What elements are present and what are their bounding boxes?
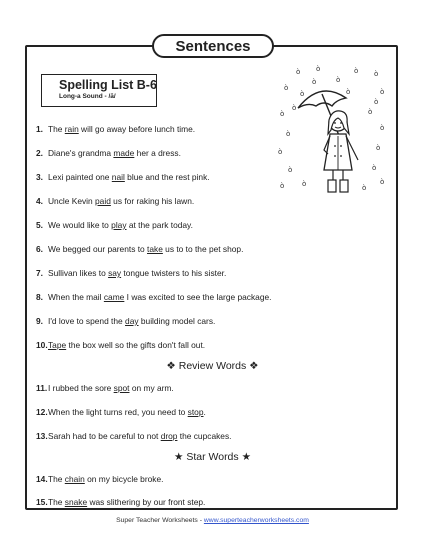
spelling-word: came <box>103 292 125 302</box>
svg-text:ò: ò <box>380 124 385 132</box>
review-words-heading: ❖ Review Words ❖ <box>166 360 259 372</box>
star-words-heading: ★ Star Words ★ <box>174 451 251 463</box>
svg-text:ò: ò <box>374 98 379 106</box>
sentence-line: 5. We would like to play at the park today. <box>36 220 193 230</box>
svg-text:ò: ò <box>316 65 321 73</box>
sentence-line: 6. We begged our parents to take us to to the pet shop. <box>36 244 244 254</box>
sentence-line: 13.Sarah had to be careful to not drop the cupcakes. <box>36 431 232 441</box>
website-link[interactable]: www.superteacherworksheets.com <box>203 517 309 524</box>
sentence-line: 1. The rain will go away before lunch time. <box>36 124 196 134</box>
sentence-line: 14.The chain on my bicycle broke. <box>36 474 164 484</box>
sentence-line: 3. Lexi painted one nail blue and the rest pink. <box>36 172 210 182</box>
spelling-word: drop <box>160 431 178 441</box>
sentence-line: 7. Sullivan likes to say tongue twisters to his sister. <box>36 268 227 278</box>
spelling-word: chain <box>64 474 85 484</box>
svg-text:ò: ò <box>302 180 307 188</box>
spelling-word: snake <box>64 497 88 507</box>
svg-text:ò: ò <box>362 184 367 192</box>
spelling-list-title: Spelling List B-6 <box>59 78 157 92</box>
svg-text:ò: ò <box>374 70 379 78</box>
svg-text:ò: ò <box>372 164 377 172</box>
svg-text:ò: ò <box>380 178 385 186</box>
svg-text:ò: ò <box>292 104 297 112</box>
svg-text:ò: ò <box>354 67 359 75</box>
svg-text:ò: ò <box>336 76 341 84</box>
sentence-line: 11.I rubbed the sore spot on my arm. <box>36 383 174 393</box>
spelling-list-box <box>41 74 157 107</box>
spelling-word: spot <box>113 383 130 393</box>
sentence-line: 10.Tape the box well so the gifts don't fall out. <box>36 340 206 350</box>
spelling-word: stop <box>187 407 204 417</box>
spelling-word: take <box>147 244 163 254</box>
spelling-word: nail <box>111 172 125 182</box>
spelling-word: play <box>111 220 127 230</box>
page-title: Sentences <box>152 34 274 58</box>
sentence-line: 8. When the mail came I was excited to see the large package. <box>36 292 272 302</box>
sentence-line: 9. I'd love to spend the day building model cars. <box>36 316 216 326</box>
svg-text:ò: ò <box>286 130 291 138</box>
spelling-word: Tape <box>48 340 67 350</box>
spelling-word: made <box>113 148 135 158</box>
sentence-line: 12.When the light turns red, you need to stop. <box>36 407 206 417</box>
svg-text:ò: ò <box>368 108 373 116</box>
sentence-line: 4. Uncle Kevin paid us for raking his lawn. <box>36 196 195 206</box>
sentence-line: 2. Diane's grandma made her a dress. <box>36 148 181 158</box>
svg-text:ò: ò <box>380 88 385 96</box>
spelling-word: day <box>125 316 139 326</box>
svg-text:ò: ò <box>300 90 305 98</box>
page-footer: Super Teacher Worksheets - www.superteacherworksheets.com <box>116 517 309 524</box>
svg-text:ò: ò <box>346 88 351 96</box>
svg-text:ò: ò <box>376 144 381 152</box>
spelling-word: rain <box>64 124 79 134</box>
svg-text:ò: ò <box>280 182 285 190</box>
spelling-list-subtitle: Long-a Sound - /ā/ <box>59 93 116 100</box>
spelling-word: paid <box>95 196 111 206</box>
svg-text:ò: ò <box>296 68 301 76</box>
svg-text:ò: ò <box>278 148 283 156</box>
svg-text:ò: ò <box>288 166 293 174</box>
sentence-line: 15.The snake was slithering by our front step. <box>36 497 206 507</box>
svg-text:ò: ò <box>284 84 289 92</box>
svg-text:ò: ò <box>280 110 285 118</box>
girl-with-umbrella-illustration <box>276 64 388 204</box>
svg-text:ò: ò <box>312 78 317 86</box>
spelling-word: say <box>108 268 122 278</box>
